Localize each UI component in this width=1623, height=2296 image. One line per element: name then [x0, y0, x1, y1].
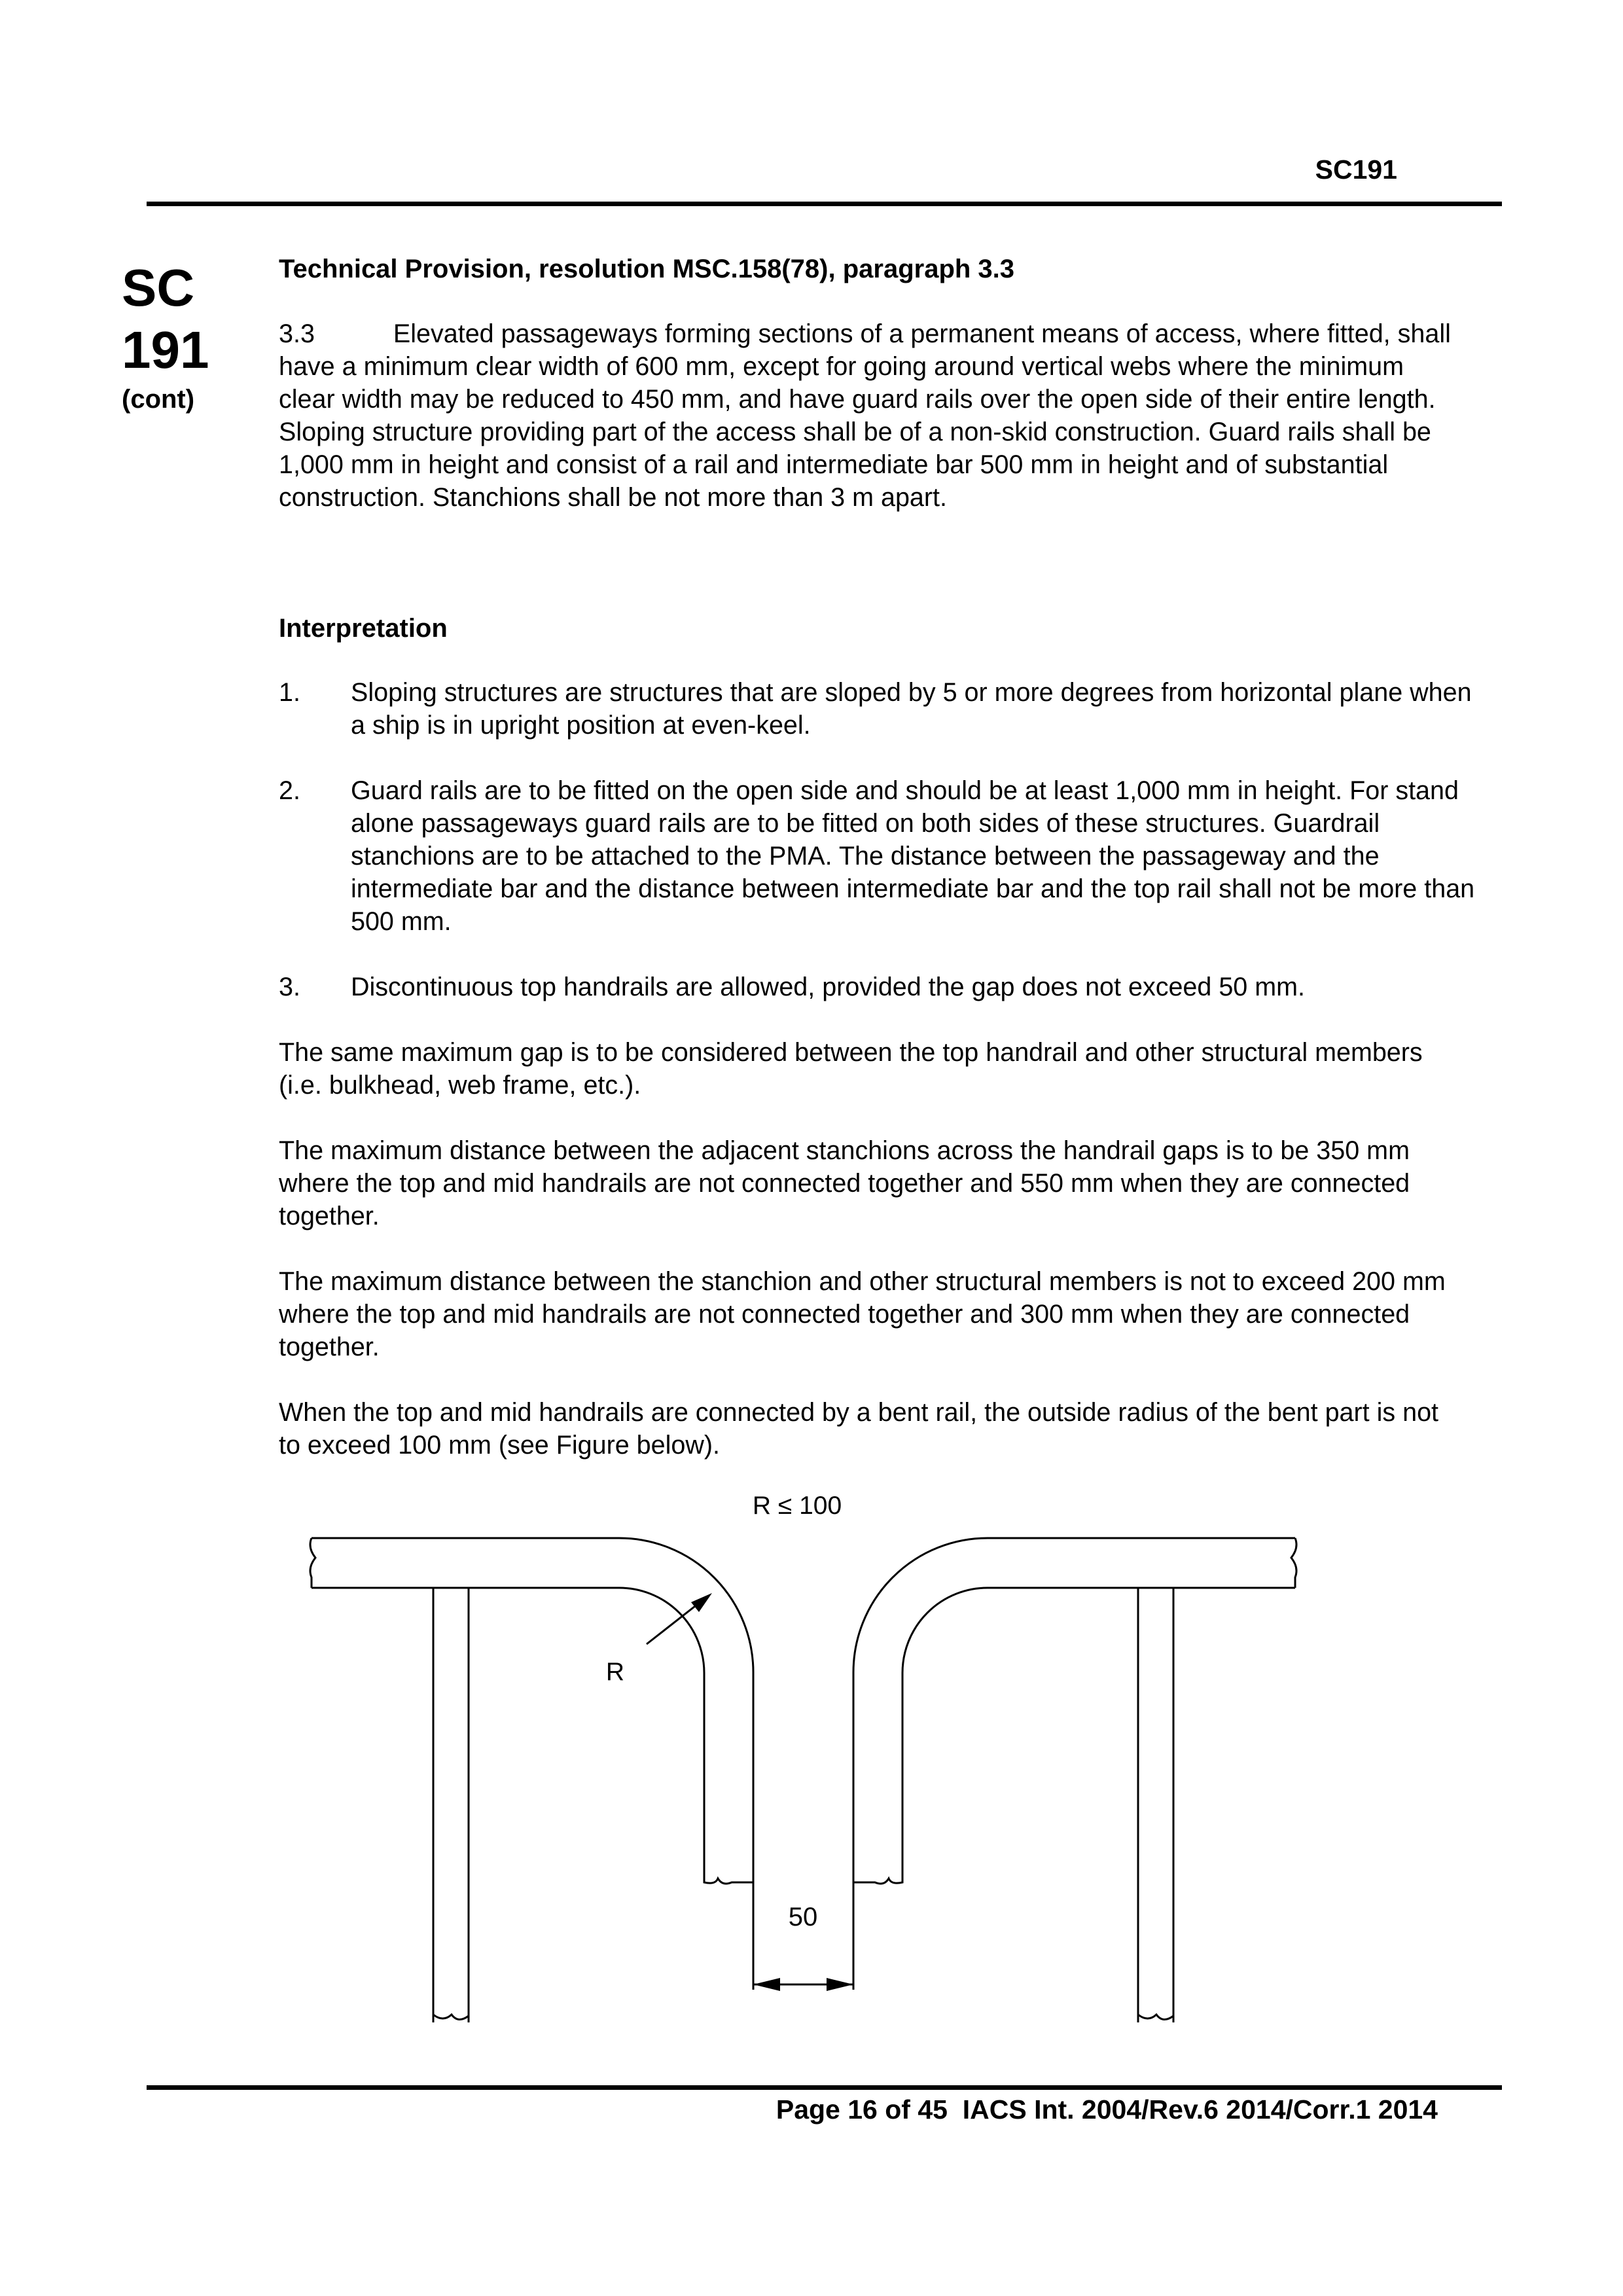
provision-number: 3.3 [279, 319, 315, 348]
paragraph-bent-rail: When the top and mid handrails are connected by a bent rail, the outside radius of the bent part is not to exceed 100 mm (see Figure below). [279, 1398, 1439, 1460]
right-rail-outer [853, 1538, 1295, 1885]
gap-arrow-right [827, 1978, 853, 1991]
left-rail-inner [312, 1588, 704, 1875]
provision-text: Elevated passageways forming sections of a permanent means of access, where fitted, shall have a minimum clear width of 600 mm, except for going around vertical webs where the minimum clear width may be reduced to 450 mm, and have guard rails over the open side of their entire length. Sloping structure providing part of the access shall be of a non-skid construction. Guard rails shall be 1,000 mm in height and consist of a rail and intermediate bar 500 mm in height and of substantial construction. Stanchions shall be not more than 3 m apart. [279, 319, 1451, 512]
left-stanchion-break [433, 2015, 469, 2020]
item-text: Guard rails are to be fitted on the open side and should be at least 1,000 mm in height. For stand alone passageways guard rails are to be fitted on both sides of these structures. Guardrail stanchions are to be attached to the PMA. The distance between the passageway and the intermediate bar and the distance between intermediate bar and the top rail shall not be more than 500 mm. [351, 776, 1475, 936]
paragraph-structural-distance: The maximum distance between the stanchion and other structural members is not to exceed 200 mm where the top and mid handrails are not connected together and 300 mm when they are connected together. [279, 1267, 1446, 1361]
right-rail-inner [902, 1588, 1295, 1875]
left-rail-outer [312, 1538, 753, 1885]
right-rail-break [1291, 1538, 1296, 1588]
interpretation-title: Interpretation [279, 614, 448, 643]
right-rail-bottom-break [853, 1875, 902, 1884]
radius-limit-label: R ≤ 100 [752, 1492, 842, 1520]
side-code-number: 191 [122, 321, 209, 379]
left-rail-bottom-break [704, 1875, 753, 1884]
paragraph-stanchion-gap: The maximum distance between the adjacent stanchions across the handrail gaps is to be 350 mm where the top and mid handrails are not connected together and 550 mm when they are connected together. [279, 1136, 1410, 1230]
footer-page-info: Page 16 of 45 IACS Int. 2004/Rev.6 2014/Corr.1 2014 [776, 2094, 1438, 2125]
right-stanchion-break [1138, 2015, 1173, 2020]
footer-rule [147, 2085, 1502, 2090]
left-rail-break [310, 1538, 315, 1588]
item-text: Sloping structures are structures that are sloped by 5 or more degrees from horizontal plane when a ship is in upright position at even-keel. [351, 678, 1472, 740]
gap-arrow-left [753, 1978, 780, 1991]
item-text: Discontinuous top handrails are allowed, provided the gap does not exceed 50 mm. [351, 973, 1306, 1001]
provision-title: Technical Provision, resolution MSC.158(78), paragraph 3.3 [279, 255, 1015, 283]
radius-arrow [691, 1593, 712, 1612]
item-number: 3. [279, 973, 300, 1001]
gap-label: 50 [788, 1903, 818, 1931]
paragraph-same-gap: The same maximum gap is to be considered between the top handrail and other structural members (i.e. bulkhead, web frame, etc.). [279, 1038, 1423, 1100]
side-code-sc: SC [122, 259, 195, 317]
item-number: 2. [279, 776, 300, 805]
radius-r-label: R [605, 1658, 625, 1686]
side-code-cont: (cont) [122, 385, 195, 414]
header-code: SC191 [1315, 154, 1397, 185]
item-number: 1. [279, 678, 300, 707]
